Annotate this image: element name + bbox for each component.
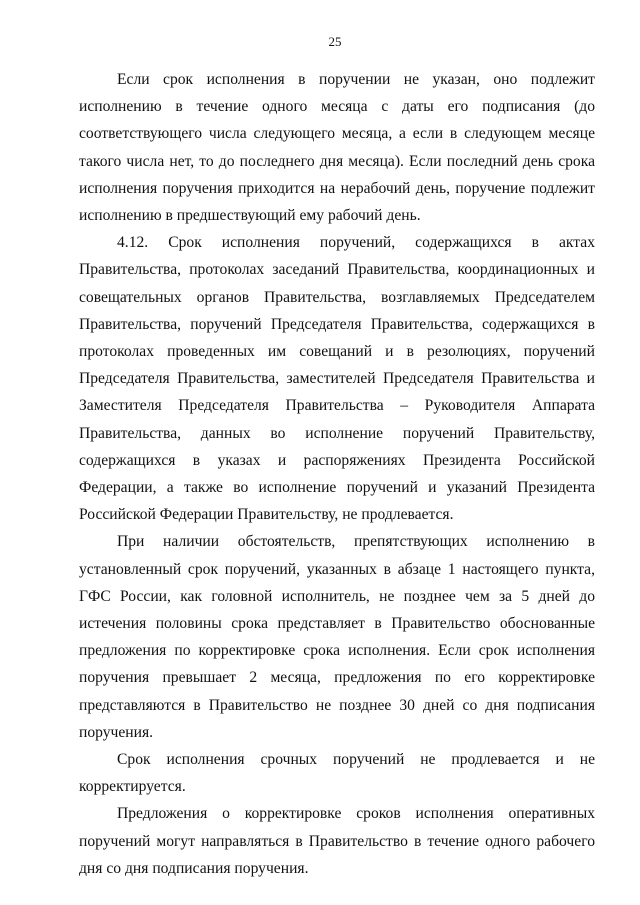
paragraph-urgent-orders: Срок исполнения срочных поручений не продлевается и не корректируется. [79,751,595,796]
paragraph-deadline-unspecified: Если срок исполнения в поручении не указан, оно подлежит исполнению в течение одного месяца с даты его подписания (до соответствующего числа следующего месяца, а если в следующем месяце такого числа нет, то до последнего дня месяца). Если последний день срока исполнения поручения приходится на нерабочий день, поручение подлежит исполнению в предшествующий ему рабочий день. [79,71,595,225]
paragraph-obstacles: При наличии обстоятельств, препятствующих исполнению в установленный срок поручений, указанных в абзаце 1 настоящего пункта, ГФС России, как головной исполнитель, не позднее чем за 5 дней до истечения половины срока представляет в Правительство обоснованные предложения по корректировке срока исполнения. Если срок исполнения поручения превышает 2 месяца, предложения по его корректировке представляются в Правительство не позднее 30 дней со дня подписания поручения. [79,533,595,741]
page-number: 25 [328,34,342,49]
paragraph-operative-orders: Предложения о корректировке сроков исполнения оперативных поручений могут направляться в Правительство в течение одного рабочего дня со дня подписания поручения. [79,805,595,877]
paragraph-4-12: 4.12. Срок исполнения поручений, содержащихся в актах Правительства, протоколах заседаний Правительства, координационных и совещательных органов Правительства, возглавляемых Председателем Правительства, поручений Председателя Правительства, содержащихся в протоколах проведенных им совещаний и в резолюциях, поручений Председателя Правительства, заместителей Председателя Правительства и Заместителя Председателя Правительства – Руководителя Аппарата Правительства, данных во исполнение поручений Правительству, содержащихся в указах и распоряжениях Президента Российской Федерации, а также во исполнение поручений и указаний Президента Российской Федерации Правительству, не продлевается. [79,234,595,524]
document-body [79,66,595,882]
